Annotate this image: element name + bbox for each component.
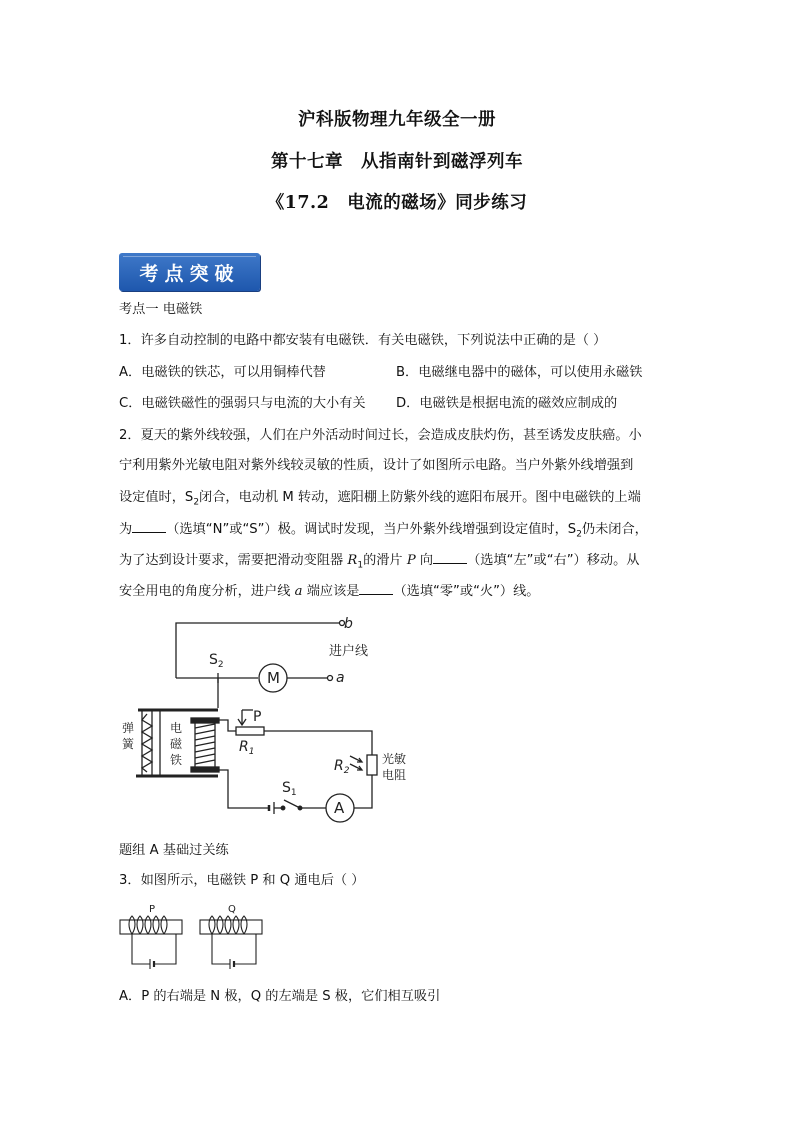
q2-text: （选填“左”或“右”）移动。从 — [467, 553, 640, 568]
circuit-diagram — [118, 610, 418, 828]
answer-blank-wire[interactable] — [359, 582, 393, 595]
label-photo-1: 光敏 — [382, 752, 407, 766]
q2-line-6 — [119, 582, 679, 601]
label-em-1: 电 — [170, 721, 183, 735]
q2-subscript: 1 — [357, 560, 364, 571]
wire-q-left — [212, 934, 230, 964]
answer-blank-direction[interactable] — [433, 551, 467, 564]
label-entry-wire: 进户线 — [329, 644, 369, 659]
q2-subscript: 2 — [576, 529, 582, 540]
var-r1: R — [347, 553, 358, 568]
label-r1-main: R — [239, 739, 249, 755]
wire-right-bottom — [354, 775, 372, 808]
label-spring-2: 簧 — [122, 737, 135, 751]
q2-line-1: 2．夏天的紫外线较强，人们在户外活动时间过长，会造成皮肤灼伤，甚至诱发皮肤癌。小 — [119, 428, 642, 443]
coil-q — [209, 916, 247, 934]
q1-option-d: D．电磁铁是根据电流的磁效应制成的 — [396, 396, 618, 411]
label-b: b — [344, 616, 353, 632]
pq-electromagnets-figure — [118, 902, 278, 974]
q1-option-b: B．电磁继电器中的磁体，可以使用永磁铁 — [396, 365, 643, 380]
q2-text: 设定值时，S — [119, 490, 194, 505]
electromagnet-coil — [195, 724, 215, 764]
q3-stem: 3．如图所示，电磁铁 P 和 Q 通电后（ ） — [119, 873, 365, 888]
q2-line-2: 宁利用紫外光敏电阻对紫外线较灵敏的性质，设计了如图所示电路。当户外紫外线增强到 — [119, 458, 634, 473]
label-ammeter: A — [334, 799, 345, 817]
chapter-title: 第十七章 从指南针到磁浮列车 — [271, 152, 523, 172]
electromagnet-bottom — [191, 767, 219, 772]
electromagnet-top — [191, 718, 219, 723]
q2-text: 闭合，电动机 M 转动，遮阳棚上防紫外线的遮阳布展开。图中电磁铁的上端 — [199, 490, 641, 505]
wire-to-electromagnet — [219, 770, 269, 808]
answer-blank-pole[interactable] — [132, 520, 166, 533]
label-r1-sub: 1 — [248, 747, 255, 757]
wire-b — [176, 623, 340, 678]
rheostat-r1 — [236, 727, 264, 735]
label-q-magnet: Q — [228, 904, 236, 915]
q2-text: 的滑片 — [363, 553, 407, 568]
label-s1 — [282, 780, 297, 798]
terminal-a — [328, 676, 333, 681]
label-r2-sub: 2 — [343, 766, 350, 776]
q3-option-a: A．P 的右端是 N 极，Q 的左端是 S 极，它们相互吸引 — [119, 989, 441, 1004]
label-r2 — [334, 758, 350, 776]
q2-text: 为 — [119, 522, 133, 537]
q2-text: 仍未闭合， — [581, 522, 648, 537]
label-r2-main: R — [334, 758, 344, 774]
q2-text: （选填“零”或“火”）线。 — [393, 584, 540, 599]
var-a: a — [294, 584, 303, 599]
q2-text: 为了达到设计要求，需要把滑动变阻器 — [119, 553, 348, 568]
wire-p-right — [154, 934, 176, 964]
label-p: P — [253, 709, 262, 725]
q1-options-row-1 — [119, 364, 679, 382]
coil-p — [129, 916, 167, 934]
q2-text: 安全用电的角度分析，进户线 — [119, 584, 295, 599]
wire-to-r1 — [219, 720, 236, 731]
lesson-title: 《17.2 电流的磁场》同步练习 — [266, 193, 528, 213]
book-title: 沪科版物理九年级全一册 — [298, 110, 496, 130]
q2-line-4 — [119, 520, 679, 544]
q2-line-5 — [119, 551, 679, 575]
label-photo-2: 电阻 — [382, 768, 407, 782]
wire-p-left — [132, 934, 150, 964]
label-motor: M — [267, 669, 280, 687]
label-s1-sub: 1 — [290, 788, 297, 798]
q1-stem: 1．许多自动控制的电路中都安装有电磁铁．有关电磁铁，下列说法中正确的是（ ） — [119, 333, 607, 348]
var-p: P — [406, 553, 416, 568]
q2-text: 向 — [415, 553, 434, 568]
label-a: a — [336, 670, 345, 686]
wire-top-right — [264, 731, 372, 755]
label-spring-1: 弹 — [122, 721, 135, 735]
q2-text: 端应该是 — [302, 584, 360, 599]
label-r1 — [239, 739, 254, 757]
spring-coil — [142, 714, 152, 772]
label-s2 — [209, 652, 224, 670]
q1-options-row-2 — [119, 395, 679, 413]
label-em-3: 铁 — [170, 753, 183, 767]
label-s1-main: S — [282, 780, 291, 796]
q1-option-c: C．电磁铁磁性的强弱只与电流的大小有关 — [119, 396, 366, 411]
label-s2-sub: 2 — [217, 660, 224, 670]
wire-q-right — [234, 934, 256, 964]
q2-subscript: 2 — [193, 497, 200, 508]
switch-s1-blade — [284, 800, 300, 808]
section-badge: 考点突破 — [119, 253, 260, 291]
label-p-magnet: P — [149, 904, 156, 915]
light-arrows — [350, 756, 362, 770]
topic-label: 考点一 电磁铁 — [119, 302, 203, 317]
q2-line-3 — [119, 489, 679, 512]
group-a-label: 题组 A 基础过关练 — [119, 843, 229, 858]
q2-text: （选填“N”或“S”）极。调试时发现，当户外紫外线增强到设定值时，S — [166, 522, 577, 537]
label-em-2: 磁 — [170, 737, 183, 751]
photoresistor-r2 — [367, 755, 377, 775]
label-s2-main: S — [209, 652, 218, 668]
q1-option-a: A．电磁铁的铁芯，可以用铜棒代替 — [119, 365, 326, 380]
